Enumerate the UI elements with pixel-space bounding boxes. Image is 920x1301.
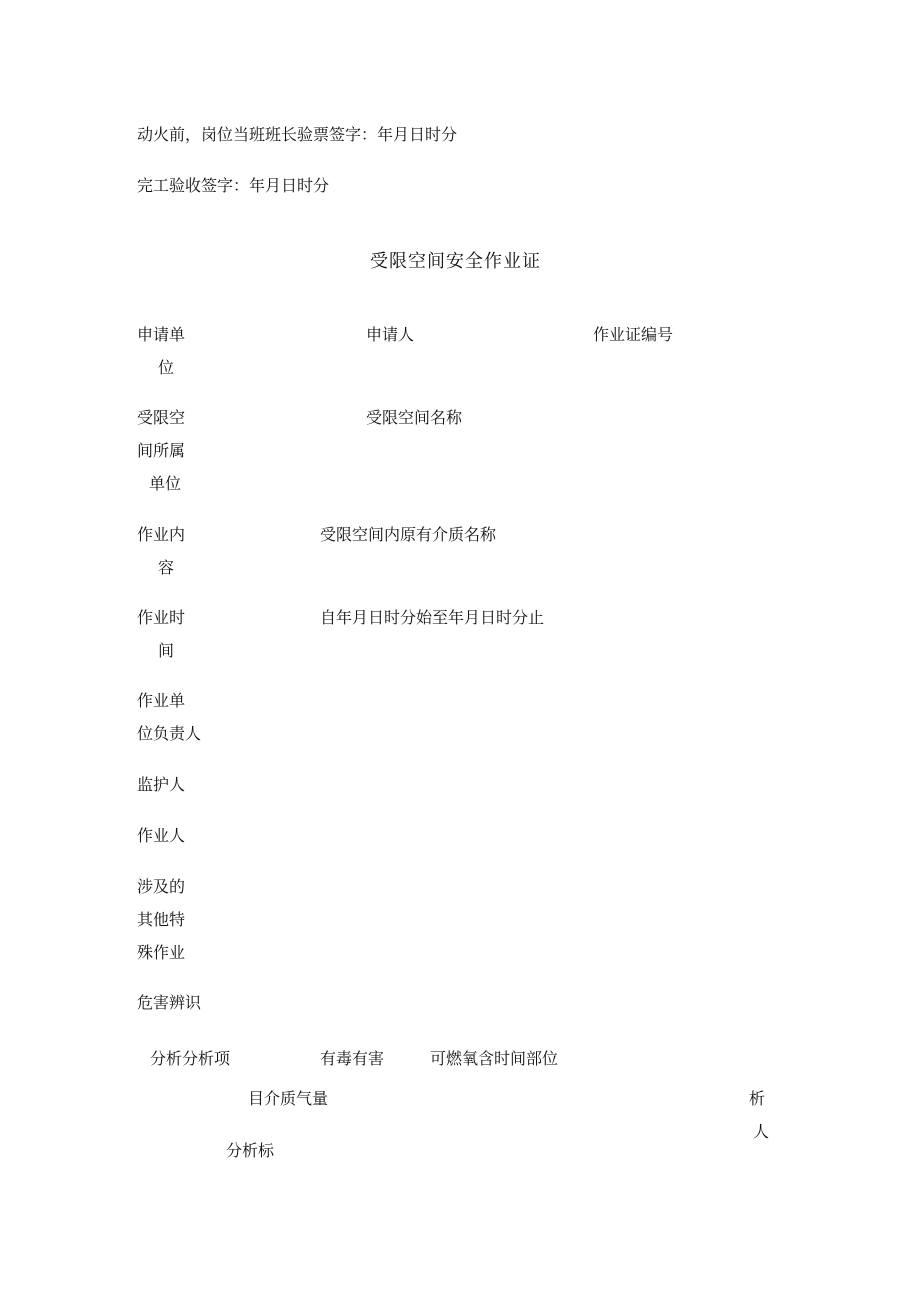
analysis-sub-medium: 目介质气量 (248, 1089, 329, 1108)
label-time-range: 自年月日时分始至年月日时分止 (320, 608, 545, 627)
label-guardian: 监护人 (137, 775, 186, 794)
label-space-name: 受限空间名称 (366, 408, 463, 427)
top-signature-completion: 完工验收签字：年月日时分 (137, 176, 330, 195)
top-signature-hotwork: 动火前，岗位当班班长验票签字：年月日时分 (137, 125, 458, 144)
label-medium-name: 受限空间内原有介质名称 (320, 525, 497, 544)
analysis-col-toxic: 有毒有害 (320, 1049, 385, 1068)
label-hazard-identification: 危害辨识 (137, 993, 202, 1012)
label-permit-number: 作业证编号 (593, 325, 674, 344)
label-applicant: 申请人 (366, 325, 415, 344)
label-worker: 作业人 (137, 826, 186, 845)
analysis-col-combustible: 可燃氧含时间部位 (430, 1049, 559, 1068)
analysis-col-items: 分析分析项 (150, 1049, 231, 1068)
page-title: 受限空间安全作业证 (370, 251, 541, 272)
analysis-standard: 分析标 (226, 1141, 275, 1160)
